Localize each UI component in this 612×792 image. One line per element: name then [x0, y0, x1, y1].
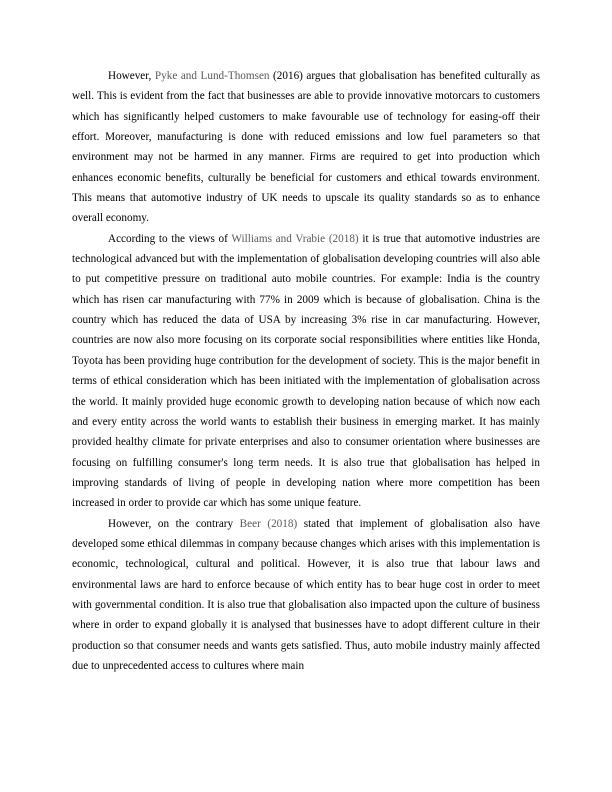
paragraph-body: stated that implement of globalisation also have developed some ethical dilemmas in company because changes which arises with this implementation is economic, technological, cultural and political. However, it is also true that labour laws and environmental laws are hard to enforce because of which entity has to bear huge cost in order to meet with governmental condition. It is also true that globalisation also impacted upon the culture of business where in order to expand globally it is analysed that businesses have to adopt different culture in their production so that consumer needs and wants gets satisfied. Thus, auto mobile industry mainly affected due to unprecedented access to cultures where main [72, 517, 540, 672]
paragraph-body: it is true that automotive industries are technological advanced but with the implementation of globalisation developing countries will also able to put competitive pressure on traditional auto mobile countries. For example: India is the country which has risen car manufacturing with 77% in 2009 which is because of globalisation. China is the country which has reduced the data of USA by increasing 3% rise in car manufacturing. However, countries are now also more focusing on its corporate social responsibilities where entities like Honda, Toyota has been providing huge contribution for the development of society. This is the major benefit in terms of ethical consideration which has been initiated with the implementation of globalisation across the world. It mainly provided huge economic growth to developing nation because of which now each and every entity across the world wants to establish their business in emerging market. It has mainly provided healthy climate for private enterprises and also to consumer orientation where businesses are focusing on fulfilling consumer's long term needs. It is also true that globalisation has helped in improving standards of living of people in developing nation where more competition has been increased in order to provide car which has some unique feature. [72, 232, 541, 510]
paragraph-williams [72, 229, 540, 514]
paragraph-body: (2016) argues that globalisation has benefited culturally as well. This is evident from the fact that businesses are able to provide innovative motorcars to customers which has significantly helped customers to make favourable use of technology for easing-off their effort. Moreover, manufacturing is done with reduced emissions and low fuel parameters so that environment may not be harmed in any manner. Firms are required to get into production which enhances economic benefits, culturally be beneficial for customers and ethical towards environment. This means that automotive industry of UK needs to upscale its quality standards so as to enhance overall economy. [72, 70, 540, 225]
citation-williams-vrabie: Williams and Vrabie (2018) [231, 232, 359, 245]
paragraph-lead: However, on the contrary [108, 517, 240, 530]
citation-pyke-lund-thomsen: Pyke and Lund-Thomsen [154, 70, 270, 82]
paragraph-lead: However, [108, 70, 155, 82]
paragraph-pyke [72, 66, 540, 229]
citation-beer: Beer (2018) [239, 517, 298, 530]
paragraph-beer [72, 514, 540, 677]
paragraph-lead: According to the views of [108, 232, 232, 245]
document-page [72, 66, 540, 676]
